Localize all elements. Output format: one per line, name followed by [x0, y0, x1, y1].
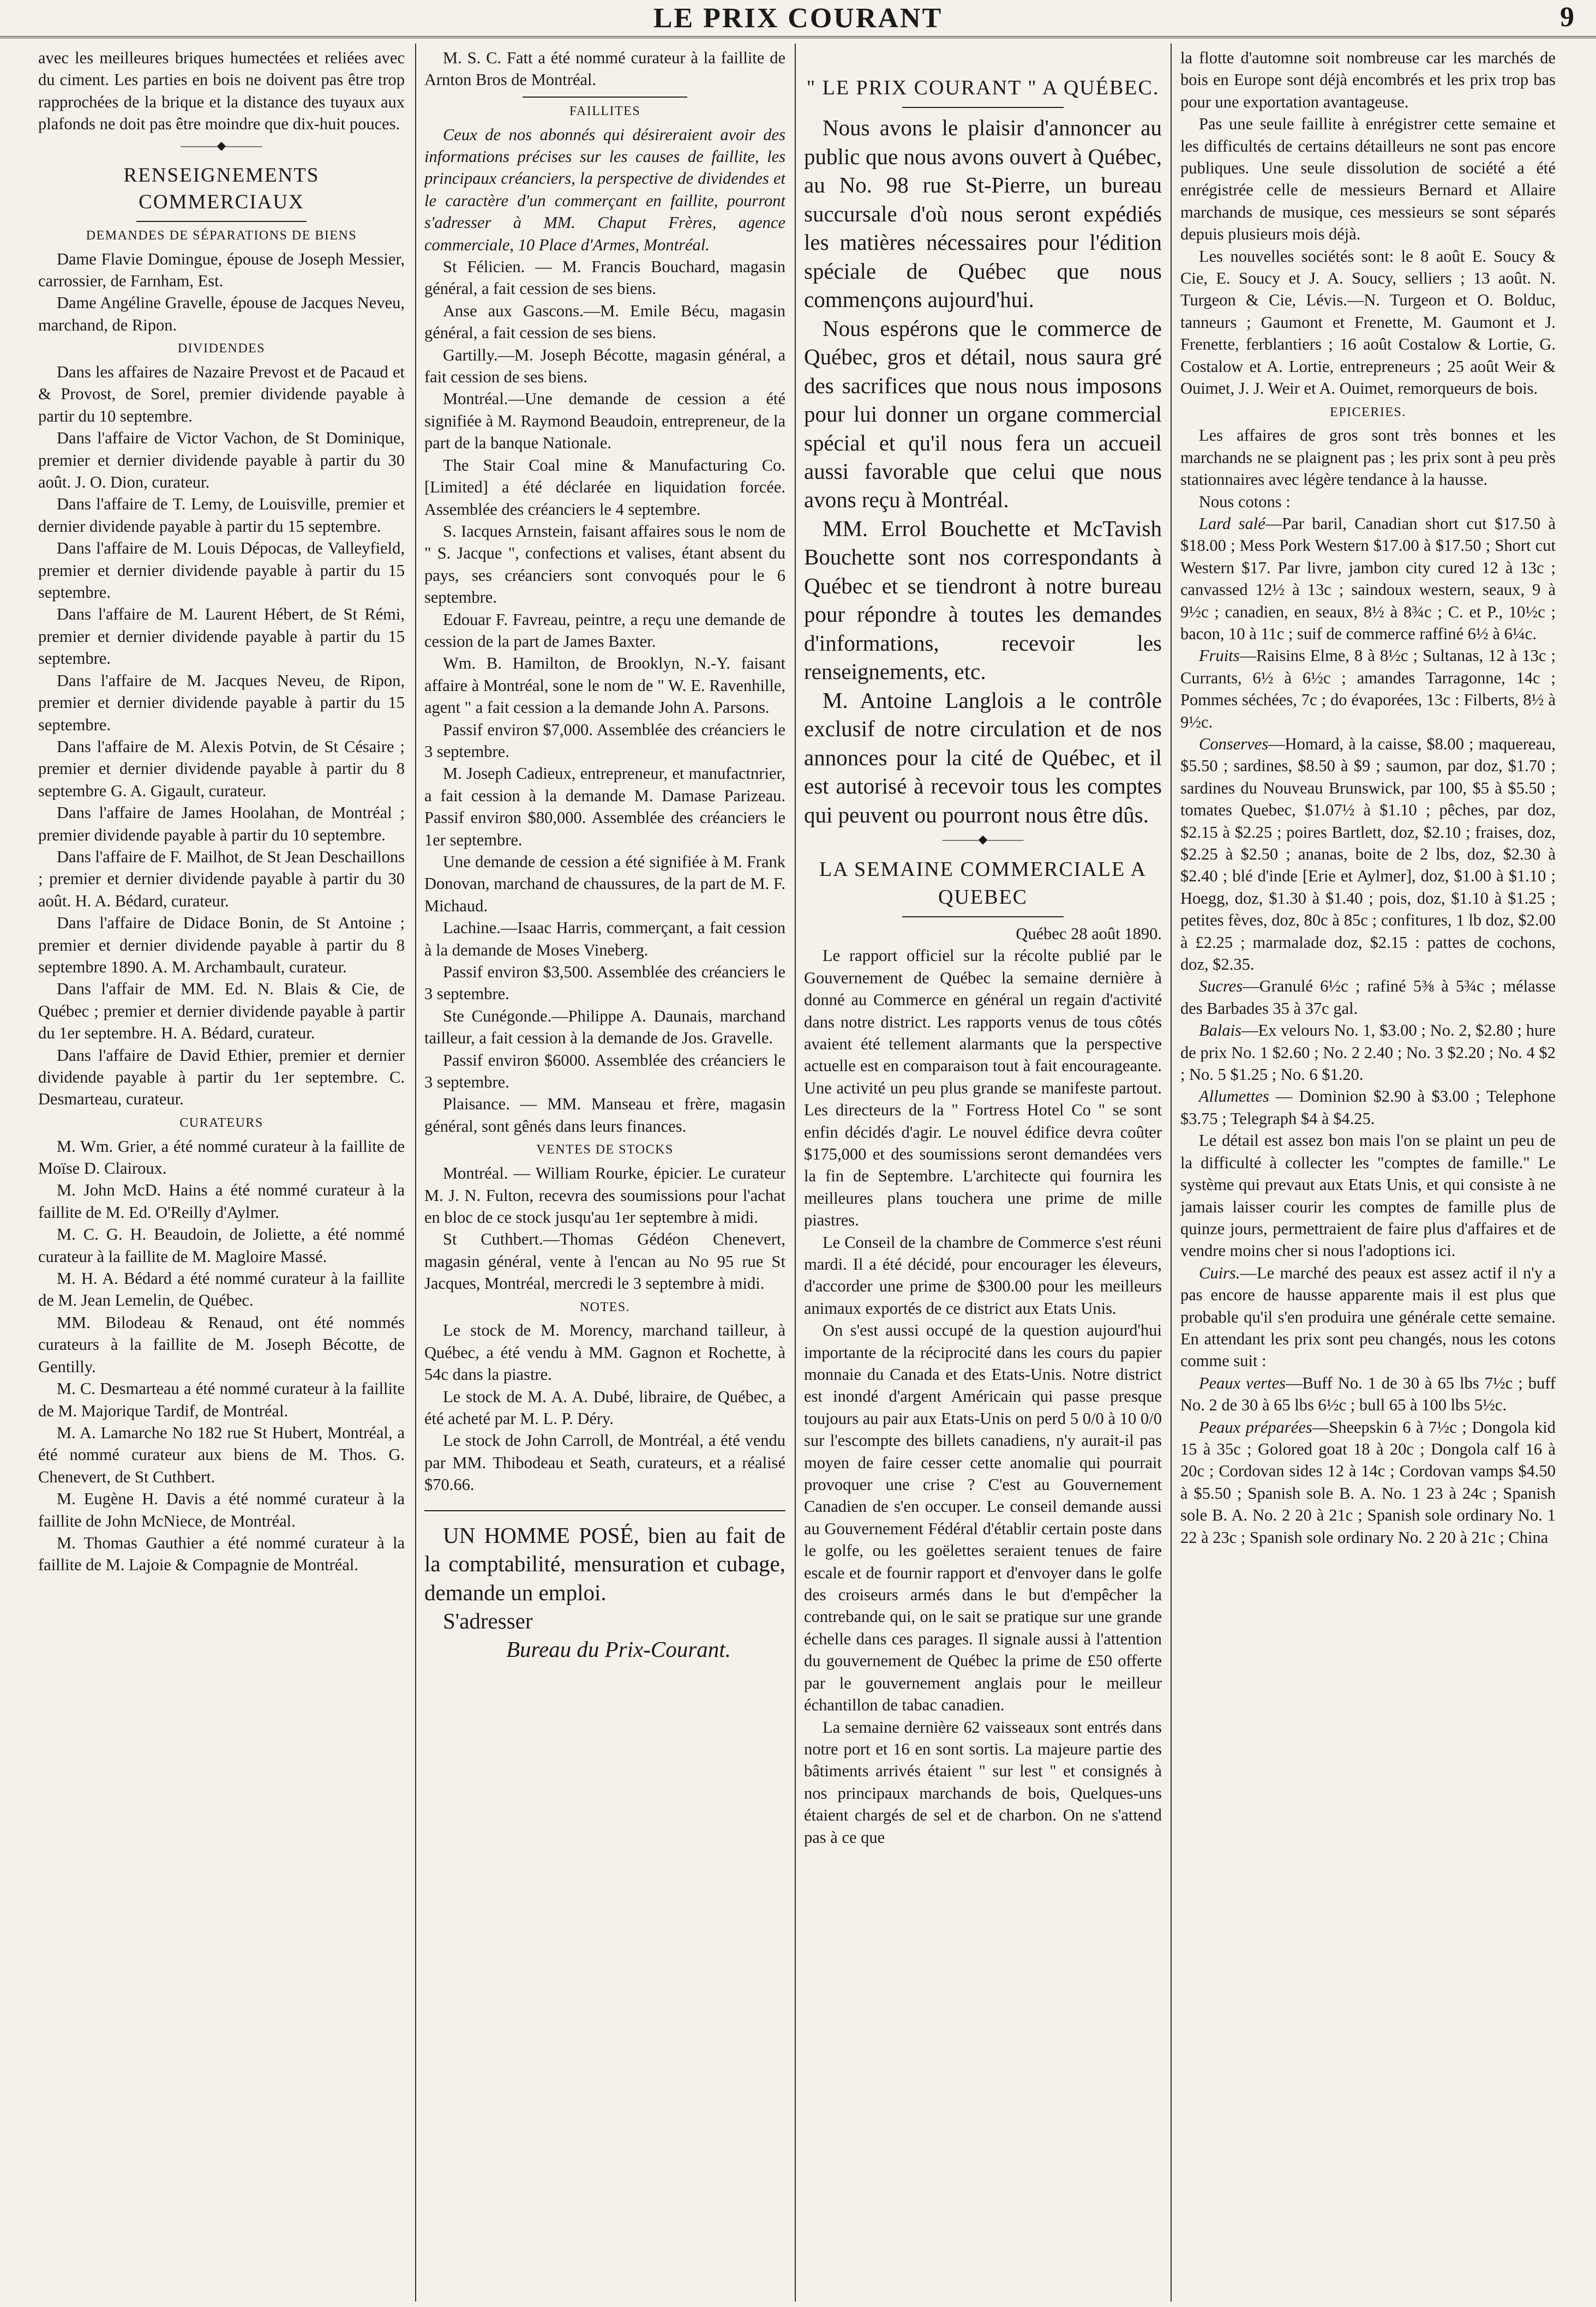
page-header [0, 0, 1596, 38]
notice-paragraph: M. A. Lamarche No 182 rue St Hubert, Montréal, a été nommé curateur aux biens de M. Thos. G. Chenevert, de St Cuthbert. [38, 1423, 405, 1486]
notice-paragraph: Dans l'affaire de T. Lemy, de Louisville, premier et dernier dividende payable à partir du 15 septembre. [38, 495, 405, 536]
notice-paragraph: Montréal. — William Rourke, épicier. Le curateur M. J. N. Fulton, recevra des soumissions pour l'achat en bloc de ce stock jusqu'au 1er septembre à midi. [424, 1164, 785, 1227]
column-3 [804, 47, 1162, 2299]
notice-paragraph: Ste Cunégonde.—Philippe A. Daunais, marchand tailleur, a fait cession à la demande de Jos. Gravelle. [424, 1006, 785, 1048]
article-paragraph: On s'est aussi occupé de la question aujourd'hui importante de la réciprocité dans les cours du papier monnaie du Canada et des Etats-Unis. Notre district est inondé d'argent Américain qui passe presque toujours au pair aux Etats-Unis on perd 5 0/0 à 10 0/0 sur l'escompte des billets canadiens, n'y aurait-il pas moyen de faire cesser cette anomalie qui pourrait provoquer une crise ? C'est au Gouvernement Canadien de s'en occuper. Le conseil demande aussi au Gouvernement Fédéral d'établir certain poste dans le golfe, ou les goëlettes seraient tenues de faire escale et de fournir rapport et d'envoyer dans le golfe des croiseurs armés dans le but d'empêcher la contrebande qui, on le sait se pratique sur une grande échelle dans ces parages. Il signale aussi à l'attention du gouvernement de Québec la prime de £50 offerte par le gouvernement anglais pour le meilleur échantillon de tabac canadien. [804, 1321, 1162, 1715]
notice-paragraph: Plaisance. — MM. Manseau et frère, magasin général, sont gênés dans leurs finances. [424, 1095, 785, 1136]
notice-paragraph: The Stair Coal mine & Manufacturing Co. [Limited] a été déclarée en liquidation forcée. Assemblée des créanciers le 4 septembre. [424, 455, 785, 519]
notice-paragraph: Dans l'affaire de Victor Vachon, de St Dominique, premier et dernier dividende payable à partir du 30 août. J. O. Dion, curateur. [38, 429, 405, 492]
article-paragraph: MM. Errol Bouchette et McTavish Bouchette sont nos correspondants à Québec et se tiendront à notre bureau pour répondre à toutes les demandes d'informations, recevoir les renseignements, etc. [804, 515, 1162, 684]
subsection-heading: DEMANDES DE SÉPARATIONS DE BIENS [86, 228, 357, 243]
price-label: Conserves [1199, 734, 1269, 753]
section-heading: " LE PRIX COURANT " A QUÉBEC. [806, 76, 1160, 99]
subsection-heading: VENTES DE STOCKS [536, 1143, 674, 1157]
column-2 [424, 47, 785, 2299]
price-item [1180, 513, 1556, 645]
section-heading: LA SEMAINE COMMERCIALE A QUEBEC [819, 858, 1147, 909]
price-text: —Raisins Elme, 8 à 8½c ; Sultanas, 12 à 13c ; Currants, 6½ à 6½c ; amandes Tarragonne, 14c ; Pommes séchées, 7c ; do évaporées, 13c : Filberts, 8½ à 9½c. [1180, 646, 1556, 731]
notice-paragraph: Anse aux Gascons.—M. Emile Bécu, magasin général, a fait cession de ses biens. [424, 301, 785, 343]
notice-paragraph: St Félicien. — M. Francis Bouchard, magasin général, a fait cession de ses biens. [424, 257, 785, 298]
column-rule [1171, 44, 1172, 2302]
subsection-heading: FAILLITES [569, 104, 641, 118]
faillites-note: Ceux de nos abonnés qui désireraient avoir des informations précises sur les causes de faillite, les principaux créanciers, la perspective de dividendes et le caractère d'un commerçant en faillite, pourront s'adresser à MM. Chaput Frères, agence commerciale, 10 Place d'Armes, Montréal. [424, 125, 785, 254]
notice-paragraph: M. C. G. H. Beaudoin, de Joliette, a été nommé curateur à la faillite de M. Magloire Massé. [38, 1225, 405, 1266]
notice-paragraph: St Cuthbert.—Thomas Gédéon Chenevert, magasin général, vente à l'encan au No 95 rue St Jacques, Montréal, mercredi le 3 septembre à midi. [424, 1230, 785, 1293]
page-number: 9 [1560, 2, 1574, 33]
notice-paragraph: M. S. C. Fatt a été nommé curateur à la faillite de Arnton Bros de Montréal. [424, 49, 785, 89]
article-paragraph: Pas une seule faillite à enrégistrer cette semaine et les difficultés de certains détailleurs ne sont pas encore publiques. Une seule dissolution de société a été enrégistrée celle de messieurs Bernard et Allaire marchands de musique, ces messieurs se sont séparés depuis plusieurs mois déjà. [1180, 115, 1556, 244]
subsection-heading: DIVIDENDES [177, 341, 266, 356]
divider [424, 1510, 785, 1511]
intro-paragraph: avec les meilleures briques humectées et reliées avec du ciment. Les parties en bois ne doivent pas être trop rapprochées de la brique et la distance des tuyaux aux plafonds ne doit pas être moindre que dix-huit pouces. [38, 49, 405, 134]
notice-paragraph: Dans les affaires de Nazaire Prevost et de Pacaud et & Provost, de Sorel, premier dividende payable à partir du 10 septembre. [38, 363, 405, 425]
article-paragraph: la flotte d'automne soit nombreuse car les marchés de bois en Europe sont déjà encombrés et les prix trop bas pour une exportation avantageuse. [1180, 49, 1556, 111]
section-heading: RENSEIGNEMENTS COMMERCIAUX [123, 164, 320, 213]
price-item [1180, 1372, 1556, 1416]
notice-paragraph: Dans l'affaire de M. Laurent Hébert, de St Rémi, premier et dernier dividende payable à partir du 15 septembre. [38, 605, 405, 668]
article-paragraph: Le détail est assez bon mais l'on se plaint un peu de la difficulté à collecter les "comptes de famille." Le système qui prevaut aux Etats Unis, et qui consiste à ne jamais laisser courir les comptes de famille plus de quinze jours, permettraient de faire plus d'affaires et de vendre moins cher si nous l'adoptions ici. [1180, 1131, 1556, 1260]
price-label: Lard salé [1199, 514, 1265, 533]
classified-address: Bureau du Prix-Courant. [506, 1637, 731, 1662]
notice-paragraph: Le stock de John Carroll, de Montréal, a été vendu par MM. Thibodeau et Seath, curateurs, et a réalisé $70.66. [424, 1431, 785, 1494]
article-paragraph: Les nouvelles sociétés sont: le 8 août E. Soucy & Cie, E. Soucy et J. A. Soucy, selliers ; 13 août. N. Turgeon & Cie, Lévis.—N. Turgeon et O. Bolduc, tanneurs ; Gaumont et Frenette, M. Gaumont et J. Frenette, ferblantiers ; 16 août Costalow & Lortie, G. Costalow et A. Lortie, entrepreneurs ; 25 août Weir & Ouimet, J. J. Weir et A. Ouimet, remorqueurs de bois. [1180, 247, 1556, 398]
subsection-heading: EPICERIES. [1330, 405, 1406, 419]
notice-paragraph: Passif environ $6000. Assemblée des créanciers le 3 septembre. [424, 1050, 785, 1092]
price-item [1180, 733, 1556, 975]
column-rule [415, 44, 416, 2302]
price-label: Sucres [1199, 977, 1243, 996]
article-paragraph: Nous avons le plaisir d'annoncer au public que nous avons ouvert à Québec, au No. 98 rue St-Pierre, un bureau succursale d'où nous seront expédiés les matières nécessaires pour l'édition spéciale de Québec que nous commençons aujourd'hui. [804, 115, 1162, 313]
notice-paragraph: Wm. B. Hamilton, de Brooklyn, N.-Y. faisant affaire à Montréal, sone le nom de " W. E. Ravenhille, agent " a fait cession a la demande John A. Parsons. [424, 654, 785, 717]
price-label: Cuirs. [1199, 1263, 1240, 1282]
notice-paragraph: Dans l'affaire de F. Mailhot, de St Jean Deschaillons ; premier et dernier dividende payable à partir du 30 août. H. A. Bédard, curateur. [38, 847, 405, 910]
masthead-title: LE PRIX COURANT [653, 3, 943, 34]
notice-paragraph: Dans l'affaire de M. Louis Dépocas, de Valleyfield, premier et dernier dividende payable à partir du 15 septembre. [38, 539, 405, 602]
notice-paragraph: MM. Bilodeau & Renaud, ont été nommés curateurs à la faillite de M. Joseph Bécotte, de Gentilly. [38, 1313, 405, 1376]
price-text: —Homard, à la caisse, $8.00 ; maquereau, $5.50 ; sardines, $8.50 à $9 ; saumon, par doz, $1.70 ; sardines du Nouveau Brunswick, par 100, $5 à $5.50 ; tomates Quebec, $1.07½ à $1.10 ; pêches, par doz, $2.15 à $2.25 ; poires Bartlett, doz, $2.10 ; fraises, doz, $2.25 à $2.50 ; ananas, boite de 2 lbs, doz, $2.30 à $2.40 ; blé d'inde [Erie et Aylmer], doz, $1.00 à $1.10 ; Hoegg, doz, $1.30 à $1.40 ; pois, doz, $1.10 à $1.25 ; petites fèves, doz, 80c à 85c ; confitures, 1 lb doz, $2.00 à £2.25 ; marmalade doz, $2.15 : pattes de cochons, doz, $2.35. [1180, 734, 1556, 974]
notice-paragraph: M. Eugène H. Davis a été nommé curateur à la faillite de John McNiece, de Montréal. [38, 1489, 405, 1530]
price-text: — Dominion $2.90 à $3.00 ; Telephone $3.75 ; Telegraph $4 à $4.25. [1180, 1087, 1556, 1128]
notice-paragraph: M. C. Desmarteau a été nommé curateur à la faillite de M. Majorique Tardif, de Montréal. [38, 1379, 405, 1420]
notice-paragraph: S. Iacques Arnstein, faisant affaires sous le nom de " S. Jacque ", confections et valises, étant absent du pays, ses créanciers sont convoqués pour le 6 septembre. [424, 521, 785, 607]
divider [902, 916, 1064, 917]
separator-ornament: ———◆——— [942, 832, 1024, 846]
divider [902, 107, 1064, 108]
notice-paragraph: M. John McD. Hains a été nommé curateur à la faillite de M. Ed. O'Reilly d'Aylmer. [38, 1181, 405, 1222]
notice-paragraph: Dame Angéline Gravelle, épouse de Jacques Neveu, marchand, de Ripon. [38, 293, 405, 334]
notice-paragraph: M. Joseph Cadieux, entrepreneur, et manufactnrier, a fait cession à la demande M. Damase Parizeau. Passif environ $80,000. Assemblée des créanciers le 1er septembre. [424, 764, 785, 849]
classified-contact: S'adresser [443, 1608, 533, 1633]
column-rule [795, 44, 796, 2302]
notice-paragraph: Passif environ $3,500. Assemblée des créanciers le 3 septembre. [424, 963, 785, 1004]
notice-paragraph: Gartilly.—M. Joseph Bécotte, magasin général, a fait cession de ses biens. [424, 345, 785, 387]
price-label: Fruits [1199, 646, 1240, 665]
article-paragraph: Nous cotons : [1199, 492, 1291, 511]
price-label: Allumettes [1199, 1087, 1269, 1106]
price-item [1180, 1019, 1556, 1085]
price-item [1180, 1262, 1556, 1372]
notice-paragraph: Passif environ $7,000. Assemblée des créanciers le 3 septembre. [424, 720, 785, 761]
price-item [1180, 1085, 1556, 1130]
dateline: Québec 28 août 1890. [1016, 924, 1162, 943]
price-label: Peaux préparées [1199, 1417, 1312, 1437]
article-paragraph: Le rapport officiel sur la récolte publié par le Gouvernement de Québec la semaine dernière à donné au Commerce en général un regain d'activité dans notre district. Les rapports venus de tous côtés avaient été tellement alarmants que la perspective actuelle est en comparaison tout à fait encourageante. Une activité un peu plus grande se manifeste partout. Les directeurs de la " Fortress Hotel Co " se sont enfin décidés d'agir. Le nouvel édifice devra coûter $175,000 et des soumissions seront demandées vers la fin de Septembre. L'architecte qui fournira les meilleures plans touchera une prime de mille piastres. [804, 946, 1162, 1230]
notice-paragraph: Dans l'affaire de James Hoolahan, de Montréal ; premier dividende payable à partir du 10 septembre. [38, 803, 405, 844]
price-item [1180, 975, 1556, 1019]
notice-paragraph: Edouar F. Favreau, peintre, a reçu une demande de cession de la part de James Baxter. [424, 610, 785, 651]
notice-paragraph: Dans l'affaire de David Ethier, premier et dernier dividende payable à partir du 1er septembre. C. Desmarteau, curateur. [38, 1046, 405, 1109]
subsection-heading: NOTES. [579, 1300, 631, 1314]
notice-paragraph: Le stock de M. A. A. Dubé, libraire, de Québec, a été acheté par M. L. P. Déry. [424, 1387, 785, 1428]
notice-paragraph: Une demande de cession a été signifiée à M. Frank Donovan, marchand de chaussures, de la part de M. F. Michaud. [424, 852, 785, 915]
price-text: —Le marché des peaux est assez actif il n'y a pas encore de hausse apparente mais il est plus que probable qu'il s'en produira une générale cette semaine. En attendant les prix sont peu changés, nous les cotons comme suit : [1180, 1263, 1556, 1371]
column-1 [38, 47, 405, 2299]
price-text: —Buff No. 1 de 30 à 65 lbs 7½c ; buff No. 2 de 30 à 65 lbs 6½c ; bull 65 à 100 lbs 5½c. [1180, 1373, 1556, 1415]
notice-paragraph: M. Wm. Grier, a été nommé curateur à la faillite de Moïse D. Clairoux. [38, 1137, 405, 1178]
notice-paragraph: Dans l'affair de MM. Ed. N. Blais & Cie, de Québec ; premier et dernier dividende payable à partir du 1er septembre. H. A. Bédard, curateur. [38, 980, 405, 1043]
price-text: —Sheepskin 6 à 7½c ; Dongola kid 15 à 35c ; Golored goat 18 à 20c ; Dongola calf 16 à 20c ; Cordovan sides 12 à 14c ; Cordovan vamps $4.50 à $5.50 ; Spanish sole B. A. No. 1 23 à 24c ; Spanish sole B. A. No. 2 20 à 21c ; Spanish sole ordinary No. 1 22 à 23c ; Spanish sole ordinary No. 2 20 à 21c ; China [1180, 1417, 1556, 1547]
article-paragraph: La semaine dernière 62 vaisseaux sont entrés dans notre port et 16 en sont sortis. La majeure partie des bâtiments arrivés étaient " sur lest " et consignés à nos principaux marchands de bois, Quelques-uns étaient chargés de sel et de charbon. On ne s'attend pas à ce que [804, 1717, 1162, 1847]
column-4 [1180, 47, 1556, 2299]
price-label: Peaux vertes [1199, 1373, 1286, 1392]
notice-paragraph: Lachine.—Isaac Harris, commerçant, a fait cession à la demande de Moses Vineberg. [424, 918, 785, 959]
price-item [1180, 645, 1556, 733]
notice-paragraph: Montréal.—Une demande de cession a été signifiée à M. Raymond Beaudoin, entrepreneur, de la part de la banque Nationale. [424, 389, 785, 453]
notice-paragraph: Dans l'affaire de M. Jacques Neveu, de Ripon, premier et dernier dividende payable à partir du 15 septembre. [38, 671, 405, 734]
article-paragraph: Le Conseil de la chambre de Commerce s'est réuni mardi. Il a été décidé, pour encourager les éleveurs, d'accorder une prime de $300.00 pour les meilleurs animaux exportés de ce district aux Etats Unis. [804, 1233, 1162, 1318]
price-text: —Granulé 6½c ; rafiné 5⅜ à 5¾c ; mélasse des Barbades 35 à 37c gal. [1180, 977, 1556, 1018]
divider [523, 97, 687, 98]
notice-paragraph: Le stock de M. Morency, marchand tailleur, à Québec, a été vendu à MM. Gagnon et Rochette, à 54c dans la piastre. [424, 1321, 785, 1384]
article-paragraph: M. Antoine Langlois a le contrôle exclusif de notre circulation et de nos annonces pour la cité de Québec, et il est autorisé à recevoir tous les comptes qui peuvent ou pourront nous être dûs. [804, 687, 1162, 827]
subsection-heading: CURATEURS [179, 1115, 263, 1130]
divider [136, 221, 307, 222]
price-text: —Ex velours No. 1, $3.00 ; No. 2, $2.80 ; hure de prix No. 1 $2.60 ; No. 2 2.40 ; No. 3 $2.20 ; No. 4 $2 ; No. 5 $1.25 ; No. 6 $1.20. [1180, 1021, 1556, 1084]
notice-paragraph: Dame Flavie Domingue, épouse de Joseph Messier, carrossier, de Farnham, Est. [38, 249, 405, 290]
price-item [1180, 1416, 1556, 1548]
price-text: —Par baril, Canadian short cut $17.50 à $18.00 ; Mess Pork Western $17.00 à $17.50 ; Short cut Western $17. Par livre, jambon city cured 12 à 13c ; canvassed 12½ à 13c ; saindoux western, seaux, 9 à 9½c ; canadien, en seaux, 8½ à 8¾c ; C. et P., 10½c ; bacon, 10 à 11c ; suif de commerce raffiné 6½ à 6¼c. [1180, 514, 1556, 643]
article-paragraph: Les affaires de gros sont très bonnes et les marchands ne se plaignent pas ; les prix sont à peu près stationnaires avec légère tendance à la hausse. [1180, 426, 1556, 489]
classified-ad: UN HOMME POSÉ, bien au fait de la comptabilité, mensuration et cubage, demande un emploi. [424, 1522, 785, 1605]
notice-paragraph: Dans l'affaire de M. Alexis Potvin, de St Césaire ; premier et dernier dividende payable à partir du 8 septembre G. A. Gigault, curateur. [38, 737, 405, 800]
notice-paragraph: M. H. A. Bédard a été nommé curateur à la faillite de M. Jean Lemelin, de Québec. [38, 1269, 405, 1310]
price-label: Balais [1199, 1021, 1241, 1040]
article-paragraph: Nous espérons que le commerce de Québec, gros et détail, nous saura gré des sacrifices que nous nous imposons pour lui donner un organe commercial spécial et qu'il nous fera un accueil aussi favorable que celui que nous avons reçu à Montréal. [804, 315, 1162, 513]
notice-paragraph: M. Thomas Gauthier a été nommé curateur à la faillite de M. Lajoie & Compagnie de Montréal. [38, 1533, 405, 1575]
separator-ornament: ———◆——— [181, 138, 262, 152]
notice-paragraph: Dans l'affaire de Didace Bonin, de St Antoine ; premier et dernier dividende payable à partir du 8 septembre 1890. A. M. Archambault, curateur. [38, 914, 405, 976]
